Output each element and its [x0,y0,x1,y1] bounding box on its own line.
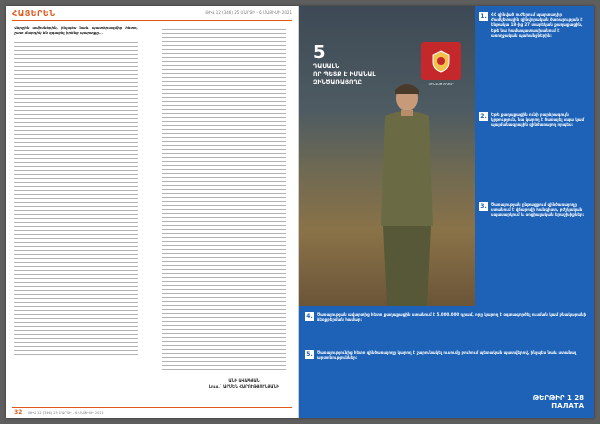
fact-item [479,112,589,128]
footer-label: ПАЛАТА [551,402,584,410]
magazine-brand: ՀԱՅԵՐԵՆ [12,9,56,18]
page-number: 32 [14,409,23,416]
fact-text: Եթե քաղաքացին ունի բարձրագույն կրթություն, նա կարող է ծառայել սպա կամ պայմանագրային զինծառայող որպես։ [491,112,585,128]
soldier-figure-icon [377,76,437,306]
fact-number: 3. [480,203,487,210]
photo-title-line: ՈՐ ՊԵՏՔ Է ԻՄԱՆԱԼ [313,71,376,78]
footer-rule [12,407,292,408]
fact-text: Ծառայությունից հետո զինծառայողը կարող է շարունակել ուսումը բուհում պետական պատվերով, ինչպես նաև ստանալ արտոնություններ։ [317,350,577,361]
running-head: ԹԻՎ 12 (346) 25 ՄԱՐՏԻ - 6 ՄԱՅԻՍԻ 2021 [205,10,292,15]
right-page-footer [533,394,584,410]
left-page [6,6,299,418]
article-intro: Վերջին ամիսներին, ինչպես նաև պատերազմից հետո, շատ մարդիկ են զգացել իրենց պարտքը... [14,26,138,35]
article-signature [204,378,284,390]
soldier-photo [299,6,475,306]
photo-credit: Լուս.` ԱՐՄԵՆ ՀԱՐՈՒԹՅՈՒՆՅԱՆԻ [208,384,280,389]
coat-of-arms-icon [421,42,461,80]
fact-text: ՀՀ զինված ուժերում պարտադիր ժամկետային զինվորական ծառայության է ենթակա 18-ից 27 տարեկան քաղաքացին, եթե նա համապատասխանում է առողջական պահանջներին։ [491,12,583,38]
emblem-caption: ԶԻՆՎԱԾ ՈՒԺԵՐ [428,82,454,86]
fact-item [305,312,590,322]
fact-item [479,12,589,38]
photo-title [313,44,376,86]
article-body-text [14,39,138,357]
fact-text: Ծառայության ավարտից հետո քաղաքացին ստանում է 5.000.000 դրամ, որը կարող է օգտագործել ուսման կամ բնակարանի ձեռքբերման համար։ [317,312,587,323]
photo-title-number: 5 [313,42,326,63]
photo-title-line: ԴԱՍԱԼՆ [313,63,340,70]
footer-issue: ԹԵՐԹԻՐ 1 28 [532,394,584,402]
facts-panel [475,6,594,306]
header-rule [12,20,292,21]
fact-number: 1. [480,13,487,20]
author-name: ԱՆԻ ԱՎԱԳՅԱՆ [228,378,260,383]
right-page [299,6,594,418]
article-column-2 [162,26,286,371]
article-body-text [162,26,286,371]
page-footer: ԹԻՎ 12 (346) 25 ՄԱՐՏԻ - 6 ՄԱՅԻՍԻ 2021 [28,411,104,415]
fact-text: Ծառայության ընթացքում զինծառայողը ստանում է վճարովի հանգիստ, բժշկական սպասարկում և սոցիալական երաշխիքներ։ [491,202,585,218]
fact-item [305,350,590,360]
fact-number: 5. [306,351,313,358]
magazine-spread [6,6,594,418]
photo-title-line: ԶԻՆԾԱՌԱՅՈՂԸ [313,79,362,86]
fact-number: 2. [480,113,487,120]
fact-number: 4. [306,313,313,320]
article-column-1 [14,26,138,371]
fact-item [479,202,589,218]
